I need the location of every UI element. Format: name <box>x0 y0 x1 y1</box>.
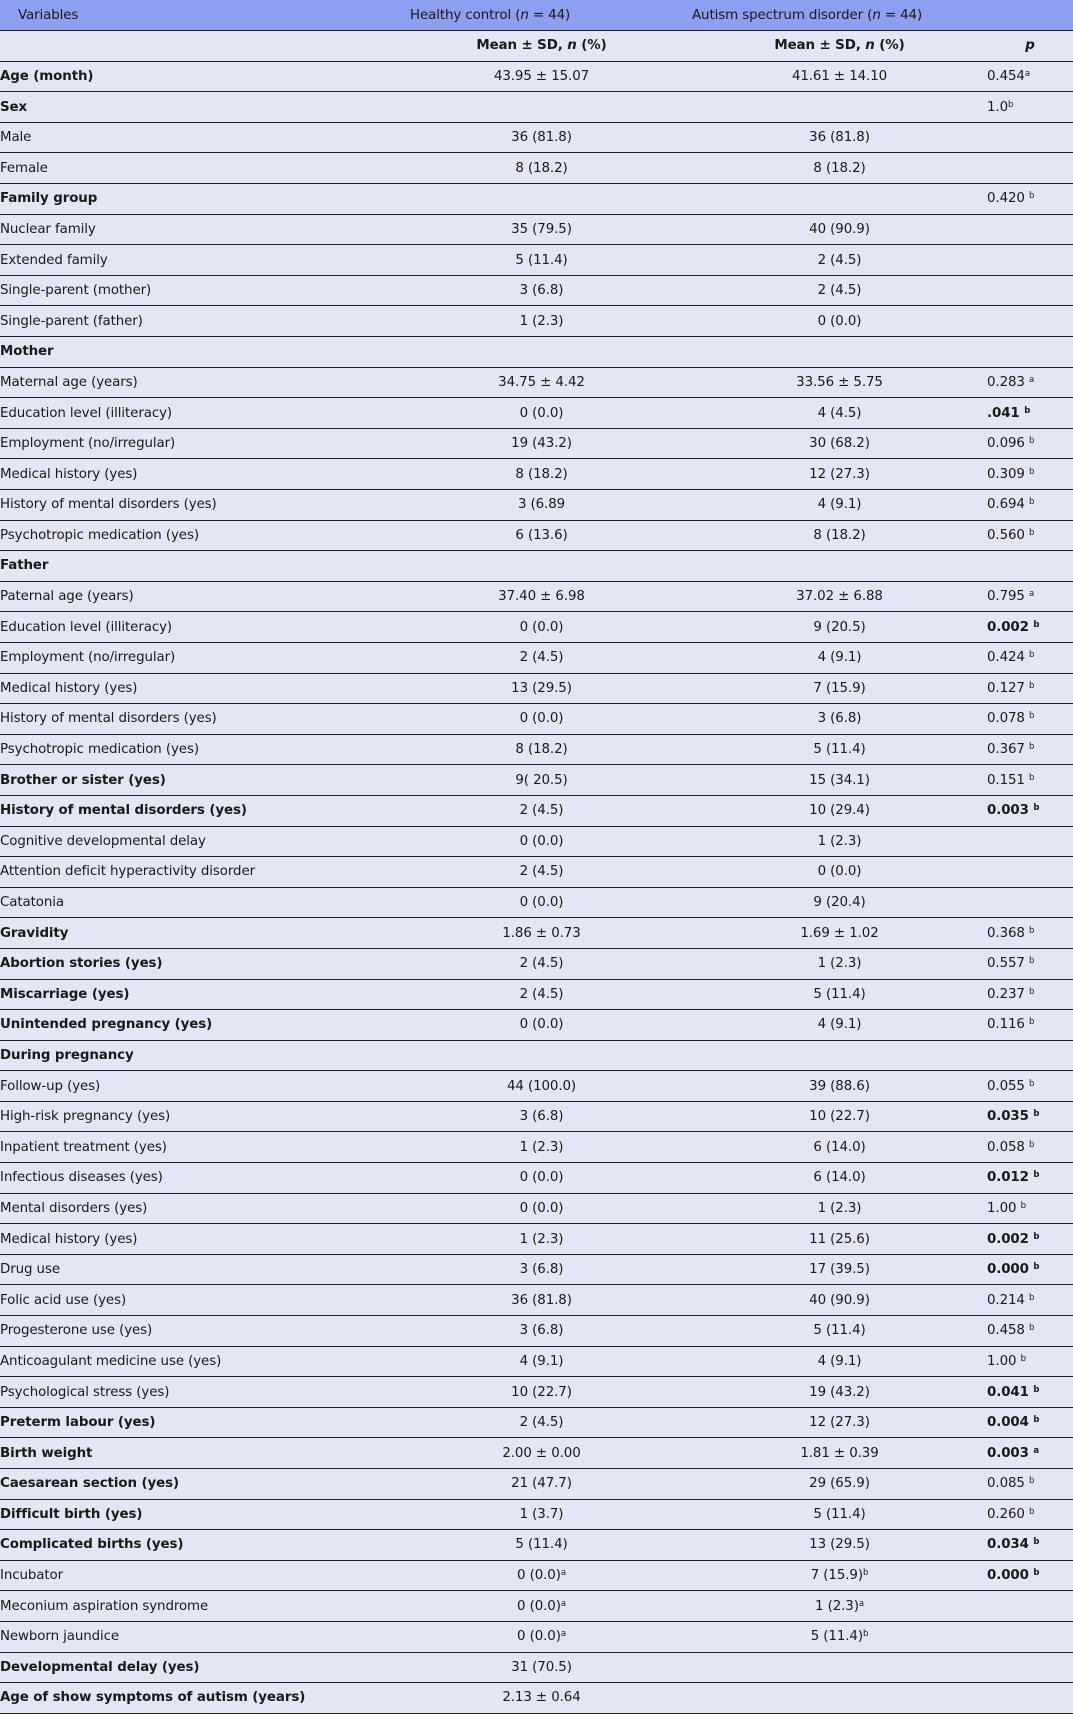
cell-variable: Medical history (yes) <box>0 1224 391 1255</box>
cell-variable: Gravidity <box>0 918 391 949</box>
table-row <box>0 765 1073 796</box>
table-row <box>0 214 1073 245</box>
cell-autism: 4 (4.5) <box>692 398 987 429</box>
cell-autism: 36 (81.8) <box>692 122 987 153</box>
cell-variable: Maternal age (years) <box>0 367 391 398</box>
cell-variable: Anticoagulant medicine use (yes) <box>0 1346 391 1377</box>
cell-autism <box>692 92 987 123</box>
table-row <box>0 642 1073 673</box>
cell-healthy-control: 1 (2.3) <box>391 306 692 337</box>
cell-p-value <box>987 1040 1073 1071</box>
cell-healthy-control: 0 (0.0) <box>391 612 692 643</box>
cell-autism: 40 (90.9) <box>692 1285 987 1316</box>
table-row <box>0 1621 1073 1652</box>
table-row <box>0 551 1073 582</box>
cell-variable: Follow-up (yes) <box>0 1071 391 1102</box>
cell-healthy-control: 36 (81.8) <box>391 1285 692 1316</box>
cell-healthy-control: 0 $(0.0)^a$ <box>391 1591 692 1622</box>
cell-variable: Miscarriage (yes) <box>0 979 391 1010</box>
header-healthy-control: Healthy control (n = 44) <box>391 0 692 31</box>
cell-autism: 2 (4.5) <box>692 245 987 276</box>
cell-healthy-control <box>391 184 692 215</box>
cell-autism: 17 (39.5) <box>692 1254 987 1285</box>
cell-healthy-control: 5 (11.4) <box>391 1530 692 1561</box>
cell-variable: Complicated births (yes) <box>0 1530 391 1561</box>
table-row <box>0 979 1073 1010</box>
cell-variable: Sex <box>0 92 391 123</box>
cell-variable: Nuclear family <box>0 214 391 245</box>
header-empty <box>987 0 1073 31</box>
cell-autism: 2 (4.5) <box>692 275 987 306</box>
cell-healthy-control: 3 (6.89 <box>391 490 692 521</box>
cell-variable: Psychological stress (yes) <box>0 1377 391 1408</box>
cell-healthy-control: 2 (4.5) <box>391 642 692 673</box>
cell-variable: Abortion stories (yes) <box>0 948 391 979</box>
cell-variable: Extended family <box>0 245 391 276</box>
cell-p-value: 0.012 $^b$ <box>987 1163 1073 1194</box>
cell-healthy-control: 37.40 ± 6.98 <box>391 581 692 612</box>
table-row <box>0 1132 1073 1163</box>
table-row <box>0 1101 1073 1132</box>
table-row <box>0 1346 1073 1377</box>
cell-autism: 1.81 ± 0.39 <box>692 1438 987 1469</box>
cell-healthy-control: 0 (0.0) <box>391 887 692 918</box>
cell-autism: 15 (34.1) <box>692 765 987 796</box>
cell-variable: Difficult birth (yes) <box>0 1499 391 1530</box>
cell-healthy-control: 34.75 ± 4.42 <box>391 367 692 398</box>
cell-variable: Medical history (yes) <box>0 459 391 490</box>
cell-p-value: 0.424 $^b$ <box>987 642 1073 673</box>
cell-autism <box>692 1040 987 1071</box>
table-subheader-row <box>0 31 1073 62</box>
cell-autism <box>692 1652 987 1683</box>
table-row <box>0 184 1073 215</box>
cell-variable: Female <box>0 153 391 184</box>
cell-autism: 30 (68.2) <box>692 428 987 459</box>
cell-autism: 1 (2.3) <box>692 948 987 979</box>
table-row <box>0 92 1073 123</box>
cell-variable: Single-parent (father) <box>0 306 391 337</box>
cell-p-value <box>987 857 1073 888</box>
cell-autism: 10 (22.7) <box>692 1101 987 1132</box>
table-row <box>0 1071 1073 1102</box>
table-row <box>0 122 1073 153</box>
cell-p-value: .041 $^b$ <box>987 398 1073 429</box>
cell-healthy-control: 3 (6.8) <box>391 1101 692 1132</box>
cell-autism: 9 (20.5) <box>692 612 987 643</box>
cell-variable: Education level (illiteracy) <box>0 398 391 429</box>
cell-autism: 12 (27.3) <box>692 1407 987 1438</box>
table-row <box>0 826 1073 857</box>
table-row <box>0 948 1073 979</box>
cell-healthy-control: 4 (9.1) <box>391 1346 692 1377</box>
cell-healthy-control: 0 $(0.0)^a$ <box>391 1621 692 1652</box>
cell-autism: 33.56 ± 5.75 <box>692 367 987 398</box>
cell-p-value: 0.127 $^b$ <box>987 673 1073 704</box>
cell-healthy-control: 2 (4.5) <box>391 795 692 826</box>
cell-autism: 41.61 ± 14.10 <box>692 61 987 92</box>
cell-autism: 29 (65.9) <box>692 1469 987 1500</box>
cell-variable: Male <box>0 122 391 153</box>
cell-variable: Incubator <box>0 1560 391 1591</box>
cell-autism: 4 (9.1) <box>692 1010 987 1041</box>
cell-healthy-control: 5 (11.4) <box>391 245 692 276</box>
cell-p-value <box>987 214 1073 245</box>
table-row <box>0 1285 1073 1316</box>
cell-variable: Newborn jaundice <box>0 1621 391 1652</box>
cell-healthy-control: 1 (2.3) <box>391 1224 692 1255</box>
table-row <box>0 1652 1073 1683</box>
table-row <box>0 918 1073 949</box>
cell-p-value: 0.000 $^b$ <box>987 1560 1073 1591</box>
cell-autism: 5 (11.4) <box>692 1316 987 1347</box>
cell-autism <box>692 184 987 215</box>
table-row <box>0 490 1073 521</box>
table-row <box>0 1591 1073 1622</box>
cell-p-value: 1.00 $^b$ <box>987 1346 1073 1377</box>
table-row <box>0 428 1073 459</box>
table-row <box>0 153 1073 184</box>
cell-autism: 1.69 ± 1.02 <box>692 918 987 949</box>
cell-variable: Preterm labour (yes) <box>0 1407 391 1438</box>
cell-autism: 1 (2.3) <box>692 826 987 857</box>
cell-p-value: 0.560 $^b$ <box>987 520 1073 551</box>
cell-variable: Father <box>0 551 391 582</box>
table-row <box>0 1377 1073 1408</box>
cell-variable: During pregnancy <box>0 1040 391 1071</box>
cell-p-value <box>987 275 1073 306</box>
cell-p-value <box>987 826 1073 857</box>
table-row <box>0 1040 1073 1071</box>
cell-autism: 7 (15.9) <box>692 673 987 704</box>
cell-p-value: 0.283 $^a$ <box>987 367 1073 398</box>
cell-p-value: 1.0$^b$ <box>987 92 1073 123</box>
cell-autism: 4 (9.1) <box>692 642 987 673</box>
cell-healthy-control <box>391 1040 692 1071</box>
cell-healthy-control: 3 (6.8) <box>391 275 692 306</box>
cell-autism: 5 (11.4) <box>692 1499 987 1530</box>
cell-p-value: 0.368 $^b$ <box>987 918 1073 949</box>
cell-p-value: 0.420 $^b$ <box>987 184 1073 215</box>
subheader-hc-stat: Mean ± SD, n (%) <box>391 31 692 62</box>
header-variables: Variables <box>0 0 391 31</box>
cell-p-value <box>987 153 1073 184</box>
cell-p-value <box>987 887 1073 918</box>
table-row <box>0 1560 1073 1591</box>
cell-p-value <box>987 306 1073 337</box>
cell-healthy-control: 9( 20.5) <box>391 765 692 796</box>
cell-autism: 0 (0.0) <box>692 857 987 888</box>
table-row <box>0 1316 1073 1347</box>
cell-p-value: 0.003 $^a$ <box>987 1438 1073 1469</box>
cell-variable: Medical history (yes) <box>0 673 391 704</box>
cell-p-value: 0.454$^a$ <box>987 61 1073 92</box>
cell-variable: Single-parent (mother) <box>0 275 391 306</box>
subheader-p: p <box>987 31 1073 62</box>
cell-healthy-control: 0 (0.0) <box>391 704 692 735</box>
cell-variable: Cognitive developmental delay <box>0 826 391 857</box>
cell-variable: Meconium aspiration syndrome <box>0 1591 391 1622</box>
cell-variable: Paternal age (years) <box>0 581 391 612</box>
cell-p-value: 0.085 $^b$ <box>987 1469 1073 1500</box>
cell-variable: Age of show symptoms of autism (years) <box>0 1683 391 1714</box>
cell-p-value: 0.035 $^b$ <box>987 1101 1073 1132</box>
cell-autism: 8 (18.2) <box>692 153 987 184</box>
cell-autism: 7 $(15.9)^b$ <box>692 1560 987 1591</box>
cell-p-value: 0.055 $^b$ <box>987 1071 1073 1102</box>
cell-p-value: 0.309 $^b$ <box>987 459 1073 490</box>
cell-autism: 3 (6.8) <box>692 704 987 735</box>
cell-variable: Psychotropic medication (yes) <box>0 734 391 765</box>
cell-healthy-control: 0 (0.0) <box>391 1163 692 1194</box>
cell-healthy-control: 0 (0.0) <box>391 1010 692 1041</box>
cell-variable: Progesterone use (yes) <box>0 1316 391 1347</box>
cell-p-value: 0.078 $^b$ <box>987 704 1073 735</box>
cell-healthy-control: 13 (29.5) <box>391 673 692 704</box>
header-autism-spectrum-disorder: Autism spectrum disorder (n = 44) <box>692 0 987 31</box>
cell-autism: 10 (29.4) <box>692 795 987 826</box>
table-row <box>0 1469 1073 1500</box>
cell-variable: Attention deficit hyperactivity disorder <box>0 857 391 888</box>
cell-p-value: 0.004 $^b$ <box>987 1407 1073 1438</box>
cell-healthy-control: 31 (70.5) <box>391 1652 692 1683</box>
table-row <box>0 1407 1073 1438</box>
cell-p-value: 0.694 $^b$ <box>987 490 1073 521</box>
cell-healthy-control: 43.95 ± 15.07 <box>391 61 692 92</box>
cell-healthy-control <box>391 551 692 582</box>
cell-variable: History of mental disorders (yes) <box>0 490 391 521</box>
cell-healthy-control: 2 (4.5) <box>391 1407 692 1438</box>
cell-p-value <box>987 1591 1073 1622</box>
cell-autism: 6 (14.0) <box>692 1132 987 1163</box>
cell-healthy-control: 1 (2.3) <box>391 1132 692 1163</box>
cell-p-value: 0.096 $^b$ <box>987 428 1073 459</box>
cell-healthy-control: 36 (81.8) <box>391 122 692 153</box>
cell-variable: Developmental delay (yes) <box>0 1652 391 1683</box>
table-row <box>0 1683 1073 1714</box>
cell-healthy-control: 2 (4.5) <box>391 979 692 1010</box>
cell-healthy-control: 0 (0.0) <box>391 398 692 429</box>
cell-autism: 11 (25.6) <box>692 1224 987 1255</box>
cell-p-value <box>987 337 1073 368</box>
cell-autism: 19 (43.2) <box>692 1377 987 1408</box>
cell-healthy-control: 35 (79.5) <box>391 214 692 245</box>
cell-autism: 40 (90.9) <box>692 214 987 245</box>
table-row <box>0 673 1073 704</box>
cell-healthy-control: 21 (47.7) <box>391 1469 692 1500</box>
table-row <box>0 612 1073 643</box>
subheader-asd-stat: Mean ± SD, n (%) <box>692 31 987 62</box>
table-row <box>0 1193 1073 1224</box>
cell-p-value: 0.058 $^b$ <box>987 1132 1073 1163</box>
cell-p-value <box>987 551 1073 582</box>
cell-autism: 37.02 ± 6.88 <box>692 581 987 612</box>
table-row <box>0 520 1073 551</box>
cell-p-value: 0.557 $^b$ <box>987 948 1073 979</box>
cell-variable: History of mental disorders (yes) <box>0 795 391 826</box>
cell-healthy-control <box>391 92 692 123</box>
cell-healthy-control: 44 (100.0) <box>391 1071 692 1102</box>
cell-variable: High-risk pregnancy (yes) <box>0 1101 391 1132</box>
cell-p-value: 0.041 $^b$ <box>987 1377 1073 1408</box>
cell-variable: Unintended pregnancy (yes) <box>0 1010 391 1041</box>
cell-autism <box>692 1683 987 1714</box>
cell-p-value <box>987 1683 1073 1714</box>
table-row <box>0 1010 1073 1041</box>
table-row <box>0 1254 1073 1285</box>
cell-healthy-control: 8 (18.2) <box>391 153 692 184</box>
cell-p-value: 0.237 $^b$ <box>987 979 1073 1010</box>
cell-p-value <box>987 245 1073 276</box>
cell-healthy-control: 2.13 ± 0.64 <box>391 1683 692 1714</box>
cell-p-value: 0.002 $^b$ <box>987 1224 1073 1255</box>
table-row <box>0 1499 1073 1530</box>
table-row <box>0 398 1073 429</box>
cell-variable: Family group <box>0 184 391 215</box>
cell-autism: 9 (20.4) <box>692 887 987 918</box>
cell-healthy-control: 19 (43.2) <box>391 428 692 459</box>
table-row <box>0 581 1073 612</box>
table-row <box>0 1163 1073 1194</box>
cell-autism: 1 $(2.3)^a$ <box>692 1591 987 1622</box>
cell-healthy-control: 1 (3.7) <box>391 1499 692 1530</box>
table-row <box>0 275 1073 306</box>
cell-healthy-control: 3 (6.8) <box>391 1254 692 1285</box>
table-row <box>0 704 1073 735</box>
cell-p-value <box>987 1652 1073 1683</box>
table-header-row <box>0 0 1073 31</box>
cell-healthy-control: 0 $(0.0)^a$ <box>391 1560 692 1591</box>
cell-autism: 6 (14.0) <box>692 1163 987 1194</box>
cell-variable: Caesarean section (yes) <box>0 1469 391 1500</box>
table-row <box>0 306 1073 337</box>
cell-healthy-control: 2 (4.5) <box>391 948 692 979</box>
cell-healthy-control: 6 (13.6) <box>391 520 692 551</box>
table-row <box>0 857 1073 888</box>
cell-autism: 12 (27.3) <box>692 459 987 490</box>
cell-p-value: 0.002 $^b$ <box>987 612 1073 643</box>
cell-variable: Age (month) <box>0 61 391 92</box>
cell-healthy-control: 3 (6.8) <box>391 1316 692 1347</box>
table-row <box>0 61 1073 92</box>
table-row <box>0 1224 1073 1255</box>
cell-p-value: 0.116 $^b$ <box>987 1010 1073 1041</box>
cell-healthy-control: 0 (0.0) <box>391 826 692 857</box>
cell-healthy-control: 2 (4.5) <box>391 857 692 888</box>
cell-variable: Employment (no/irregular) <box>0 642 391 673</box>
table-row <box>0 337 1073 368</box>
cell-variable: Infectious diseases (yes) <box>0 1163 391 1194</box>
cell-p-value: 0.260 $^b$ <box>987 1499 1073 1530</box>
table-row <box>0 1438 1073 1469</box>
cell-variable: Folic acid use (yes) <box>0 1285 391 1316</box>
cell-variable: Psychotropic medication (yes) <box>0 520 391 551</box>
cell-variable: Drug use <box>0 1254 391 1285</box>
cell-p-value <box>987 1621 1073 1652</box>
table-row <box>0 887 1073 918</box>
table-row <box>0 1530 1073 1561</box>
cell-p-value: 0.034 $^b$ <box>987 1530 1073 1561</box>
cell-healthy-control <box>391 337 692 368</box>
cell-p-value: 0.003 $^b$ <box>987 795 1073 826</box>
cell-autism: 5 (11.4) <box>692 979 987 1010</box>
cell-healthy-control: 1.86 ± 0.73 <box>391 918 692 949</box>
cell-variable: Inpatient treatment (yes) <box>0 1132 391 1163</box>
cell-variable: Brother or sister (yes) <box>0 765 391 796</box>
cell-p-value: 0.458 $^b$ <box>987 1316 1073 1347</box>
cell-healthy-control: 2.00 ± 0.00 <box>391 1438 692 1469</box>
cell-variable: Mother <box>0 337 391 368</box>
cell-autism: 1 (2.3) <box>692 1193 987 1224</box>
cell-autism: 4 (9.1) <box>692 490 987 521</box>
cell-variable: Mental disorders (yes) <box>0 1193 391 1224</box>
cell-variable: History of mental disorders (yes) <box>0 704 391 735</box>
cell-healthy-control: 10 (22.7) <box>391 1377 692 1408</box>
cell-p-value: 1.00 $^b$ <box>987 1193 1073 1224</box>
cell-autism <box>692 337 987 368</box>
table-row <box>0 245 1073 276</box>
cell-variable: Birth weight <box>0 1438 391 1469</box>
table-row <box>0 459 1073 490</box>
subheader-empty <box>0 31 391 62</box>
cell-healthy-control: 8 (18.2) <box>391 459 692 490</box>
cell-p-value: 0.214 $^b$ <box>987 1285 1073 1316</box>
cell-variable: Catatonia <box>0 887 391 918</box>
cell-autism: 13 (29.5) <box>692 1530 987 1561</box>
cell-healthy-control: 0 (0.0) <box>391 1193 692 1224</box>
cell-autism: 8 (18.2) <box>692 520 987 551</box>
cell-autism: 0 (0.0) <box>692 306 987 337</box>
cell-autism: 5 $(11.4)^b$ <box>692 1621 987 1652</box>
cell-p-value: 0.000 $^b$ <box>987 1254 1073 1285</box>
cell-variable: Employment (no/irregular) <box>0 428 391 459</box>
table-row <box>0 367 1073 398</box>
cell-autism: 39 (88.6) <box>692 1071 987 1102</box>
table-row <box>0 734 1073 765</box>
cell-p-value: 0.795 $^a$ <box>987 581 1073 612</box>
cell-healthy-control: 8 (18.2) <box>391 734 692 765</box>
cell-p-value <box>987 122 1073 153</box>
cell-autism <box>692 551 987 582</box>
cell-variable: Education level (illiteracy) <box>0 612 391 643</box>
cell-autism: 4 (9.1) <box>692 1346 987 1377</box>
table-row <box>0 795 1073 826</box>
cell-autism: 5 (11.4) <box>692 734 987 765</box>
cell-p-value: 0.151 $^b$ <box>987 765 1073 796</box>
cell-p-value: 0.367 $^b$ <box>987 734 1073 765</box>
